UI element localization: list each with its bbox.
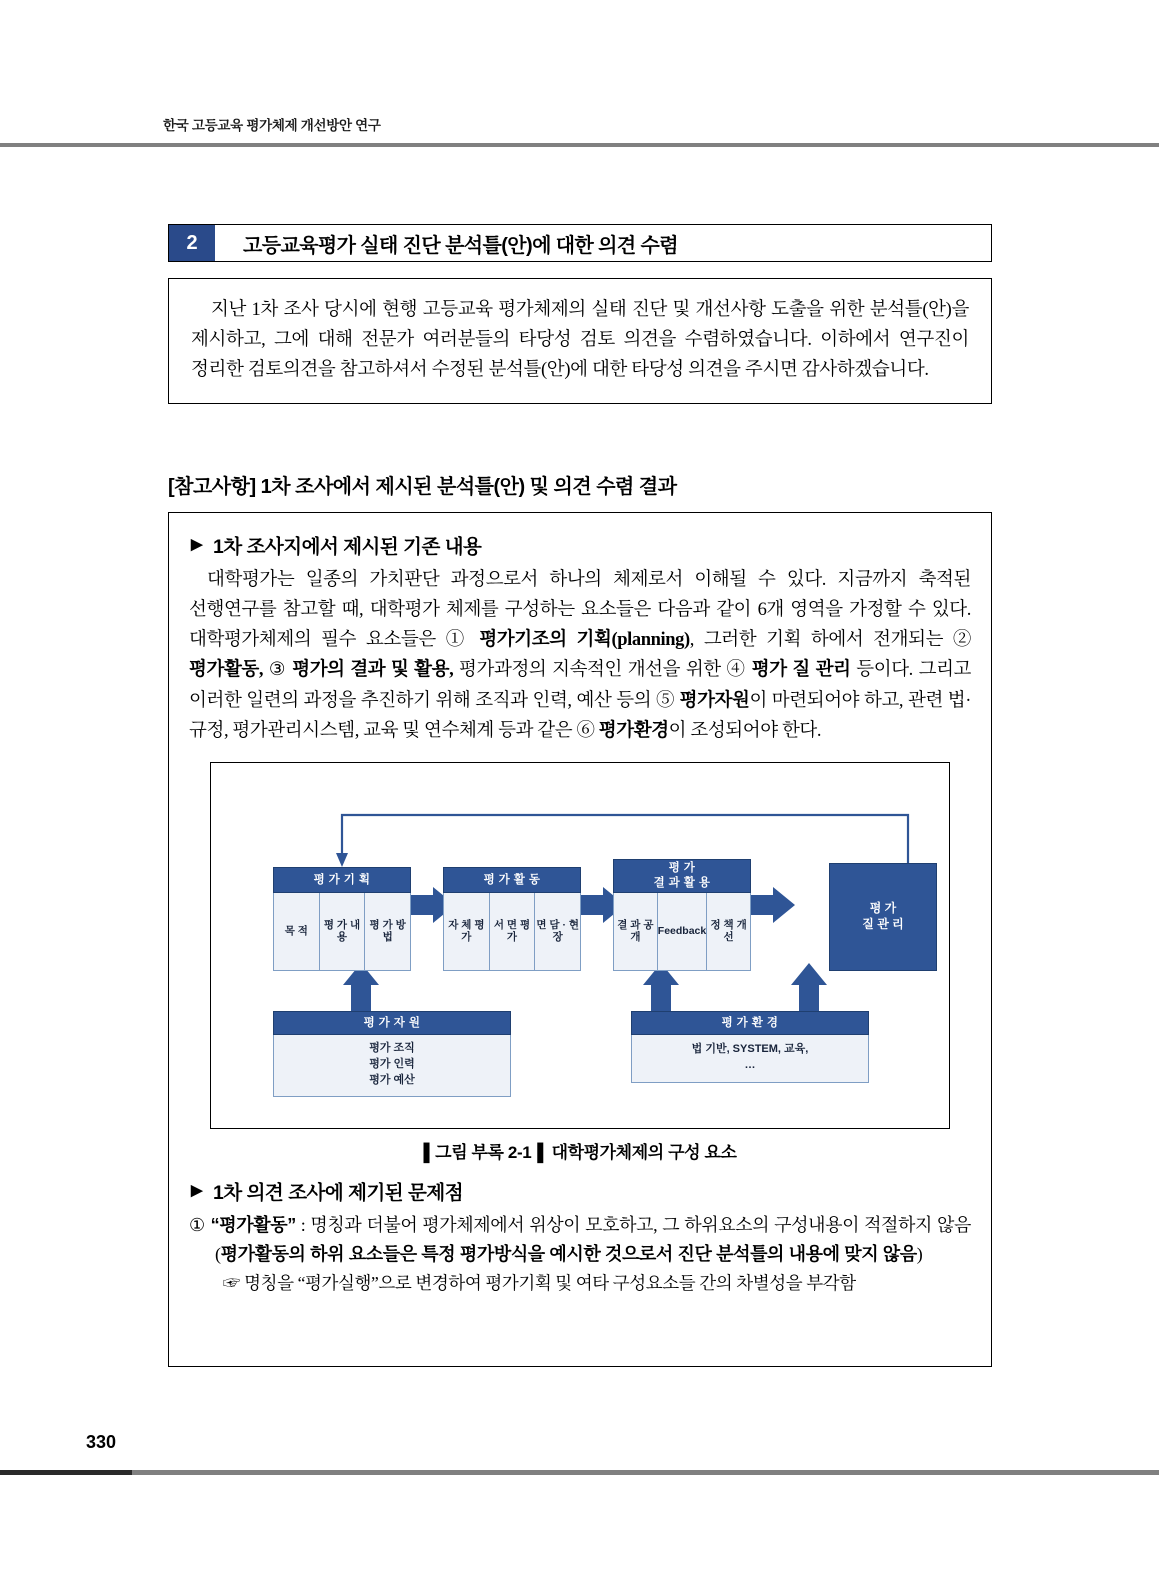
problem-text-c-1: ) [916,1243,923,1264]
figure-cell-activity-1: 자 체 평 가 [444,893,490,970]
figure-cell-activity-3: 면 담 · 현 장 [536,918,580,944]
figure-resource-line-2: 평가 인력 [369,1058,415,1071]
reference-heading: [참고사항] 1차 조사에서 제시된 분석틀(안) 및 의견 수렴 결과 [168,476,677,498]
figure-caption [189,1138,971,1163]
figure-cell-result-3: 정 책 개 선 [710,918,747,944]
figure-cell-planning-3: 평 가 방 법 [369,918,406,944]
para-bold-1: 평가기조의 기획(planning) [479,630,690,651]
figure-caption-prefix: 그림 부록 2-1 [435,1142,532,1162]
intro-paragraph: 지난 1차 조사 당시에 현행 고등교육 평가체제의 실태 진단 및 개선사항 도출을 위한 분석틀(안)을 제시하고, 그에 대해 전문가 여러분들의 타당성 검토 의견을 수렴하였습니다. 이하에서 연구진이 정리한 검토의견을 참고하셔서 수정된 분석틀(안)에 대한 타당성 의견을 주시면 감사하겠습니다. [191,300,969,381]
figure-cell-activity-2: 서 면 평 가 [490,893,536,970]
figure-resource-line-1: 평가 조직 [369,1042,415,1055]
page-number: 330 [86,1432,117,1452]
figure-cell-result-2: Feedback [658,893,707,970]
para-seg-4: 평가과정의 지속적인 개선을 위한 ④ [453,660,752,681]
para-seg-1: 대학평가는 일종의 가치판단 과정으로서 하나의 체제로서 이해될 수 있다. 지금까지 축적된 선행연구를 참고할 때, 대학평가 체제를 구성하는 요소들은 다음과 같이 6개 영역을 가정할 수 있다. 대학평가체제의 필수 요소들은 ① [189,570,971,651]
footer-divider-accent [0,1470,132,1475]
figure-cell-result-1: 결 과 공 개 [614,893,658,970]
para-seg-2: , 그러한 기획 하에서 전개되는 ② [689,630,972,651]
subhead-existing-content [189,531,971,559]
intro-box [168,278,992,404]
header-divider [0,143,1159,147]
section-number: 2 [169,225,215,261]
existing-paragraph [189,565,971,746]
triangle-bullet-icon-2: ▶ [191,1181,203,1199]
figure-block-quality-title-1: 평 가 [869,901,897,916]
para-seg-3: ③ [263,660,293,681]
running-head: 한국 고등교육 평가체제 개선방안 연구 [163,118,381,133]
pointing-hand-icon: ☞ [223,1273,241,1294]
para-seg-5: 등이다. 그리고 이러한 일련의 과정을 추진하기 위해 조직과 인력, 예산 등의 ⑤ [189,660,972,711]
subhead-problems [189,1177,971,1205]
para-bold-4: 평가 질 관리 [751,660,851,681]
caption-bar-left: ▌ [423,1142,436,1162]
figure-block-result-header [613,859,751,893]
figure-block-quality-title-2: 질 관 리 [862,916,904,931]
reference-content-box [168,512,992,1367]
para-bold-6: 평가환경 [598,720,669,741]
problem-text-a-1: : 명칭과 더불어 평가체제에서 위상이 모호하고, 그 하위요소의 구성내용이 적절하지 않음( [215,1214,971,1264]
figure-block-resource-header: 평 가 자 원 [273,1011,511,1035]
section-title: 고등교육평가 실태 진단 분석틀(안)에 대한 의견 수렴 [243,234,678,257]
figure-environment-line-1: 법 기반, SYSTEM, 교육, [691,1043,809,1056]
problem-item-1 [189,1211,971,1269]
problem-marker-1: ① [189,1214,206,1235]
figure-block-environment-header: 평 가 환 경 [631,1011,869,1035]
figure-cell-planning-1: 목 적 [274,893,320,970]
figure-block-planning-header: 평 가 기 획 [273,867,411,893]
figure-block-environment-body [631,1035,869,1083]
caption-bar-right: ▐ [531,1142,543,1162]
subhead-problems-label: 1차 의견 조사에 제기된 문제점 [213,1181,464,1204]
subhead-existing-label: 1차 조사지에서 제시된 기존 내용 [213,536,482,558]
figure-block-result-title-2: 결 과 활 용 [653,876,711,889]
para-bold-2: 평가활동, [189,660,264,681]
footer-divider [0,1470,1159,1475]
para-seg-7: 이 조성되어야 한다. [668,720,822,741]
figure-block-activity-header: 평 가 활 동 [443,867,581,893]
figure-resource-line-3: 평가 예산 [369,1074,415,1087]
figure-environment-line-2: … [744,1059,756,1072]
figure-block-result-title-1: 평 가 [668,862,696,875]
problem-sub-1 [189,1270,971,1298]
section-title-bar [168,224,992,262]
problem-text-b-1: 평가활동의 하위 요소들은 특정 평가방식을 예시한 것으로서 진단 분석틀의 내용에 맞지 않음 [220,1243,917,1264]
triangle-bullet-icon: ▶ [191,536,203,553]
figure-caption-text: 대학평가체제의 구성 요소 [551,1142,737,1162]
figure-block-quality [829,863,937,971]
para-bold-3: 평가의 결과 및 활용, [292,660,454,681]
figure-block-resource-body [273,1035,511,1097]
problem-sub-text-1: 명칭을 “평가실행”으로 변경하여 평가기획 및 여타 구성요소들 간의 차별성을 부각함 [244,1273,856,1294]
problem-quoted-1: “평가활동” [210,1214,296,1235]
figure-block-activity-body [443,893,581,971]
figure-cell-planning-2: 평 가 내 용 [320,893,366,970]
figure-block-planning-body [273,893,411,971]
figure-block-result-body [613,893,751,971]
para-bold-5: 평가자원 [679,690,750,711]
para-seg-6: 이 마련되어야 하고, 관련 법·규정, 평가관리시스템, 교육 및 연수체계 등과 같은 ⑥ [189,690,971,741]
figure-diagram [210,762,950,1129]
